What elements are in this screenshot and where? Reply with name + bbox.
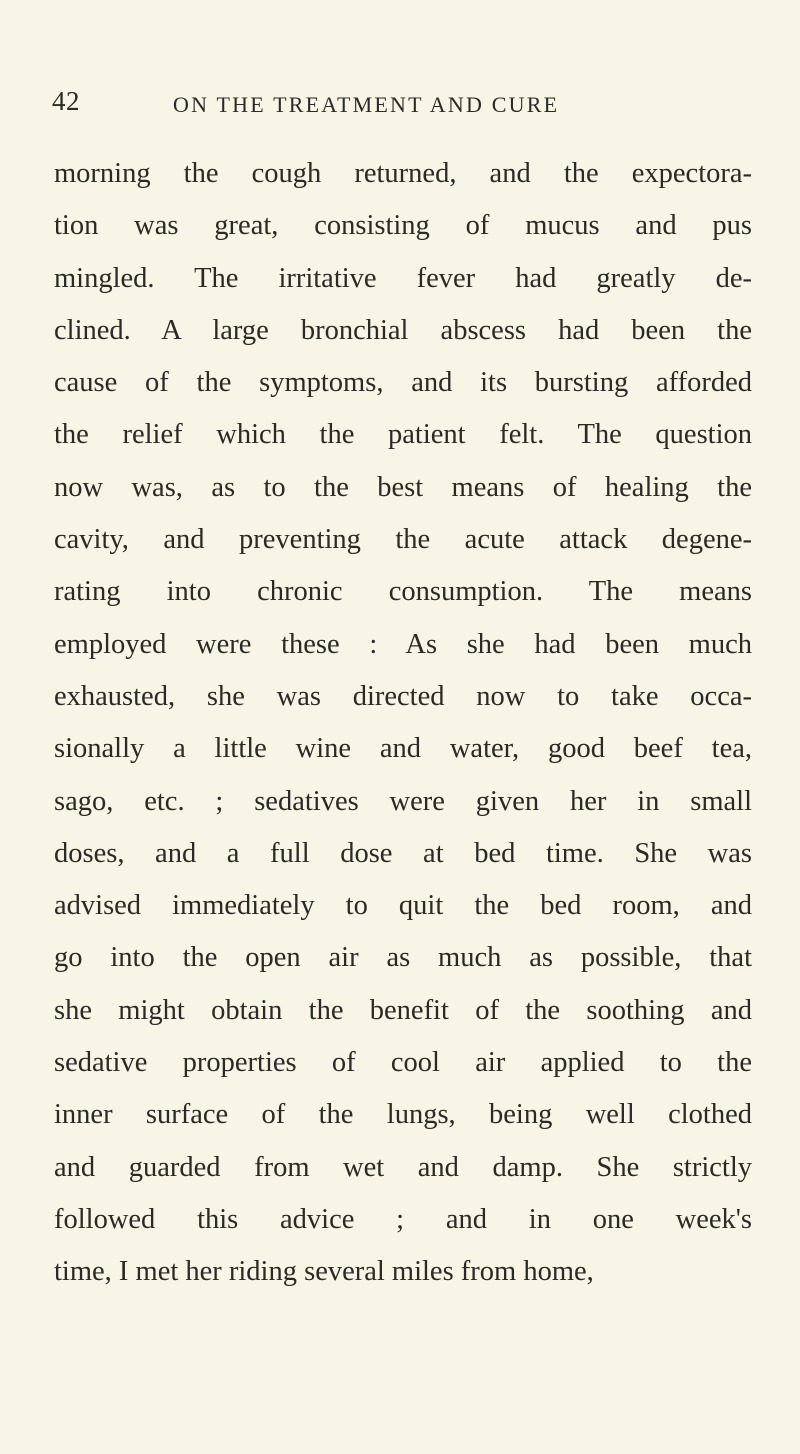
text-line: sago, etc. ; sedatives were given her in small xyxy=(54,785,752,817)
text-line: cavity, and preventing the acute attack degene- xyxy=(54,524,752,556)
text-line: advised immediately to quit the bed room, and xyxy=(54,890,752,922)
text-line: doses, and a full dose at bed time. She was xyxy=(54,837,752,869)
body-text xyxy=(54,148,752,1299)
page-number: 42 xyxy=(52,86,80,116)
text-line: cause of the symptoms, and its bursting afforded xyxy=(54,367,752,399)
text-line: the relief which the patient felt. The question xyxy=(54,419,752,451)
text-line: inner surface of the lungs, being well clothed xyxy=(54,1099,752,1131)
page-header xyxy=(52,86,760,126)
text-line: go into the open air as much as possible, that xyxy=(54,942,752,974)
text-line: exhausted, she was directed now to take occa- xyxy=(54,680,752,712)
text-line: now was, as to the best means of healing the xyxy=(54,471,752,503)
running-head: ON THE TREATMENT AND CURE xyxy=(173,92,560,117)
text-line: tion was great, consisting of mucus and pus xyxy=(54,210,752,242)
text-line: she might obtain the benefit of the soothing and xyxy=(54,994,752,1026)
text-line: followed this advice ; and in one week's xyxy=(54,1203,752,1235)
text-line: and guarded from wet and damp. She strictly xyxy=(54,1151,752,1183)
text-line: sionally a little wine and water, good beef tea, xyxy=(54,733,752,765)
text-line: morning the cough returned, and the expectora- xyxy=(54,158,752,189)
text-line: employed were these : As she had been much xyxy=(54,628,752,660)
text-line: sedative properties of cool air applied to the xyxy=(54,1047,752,1079)
text-line: clined. A large bronchial abscess had been the xyxy=(54,314,752,346)
text-line: time, I met her riding several miles from home, xyxy=(54,1256,594,1288)
text-line: mingled. The irritative fever had greatly de- xyxy=(54,262,752,294)
text-line: rating into chronic consumption. The means xyxy=(54,576,752,608)
